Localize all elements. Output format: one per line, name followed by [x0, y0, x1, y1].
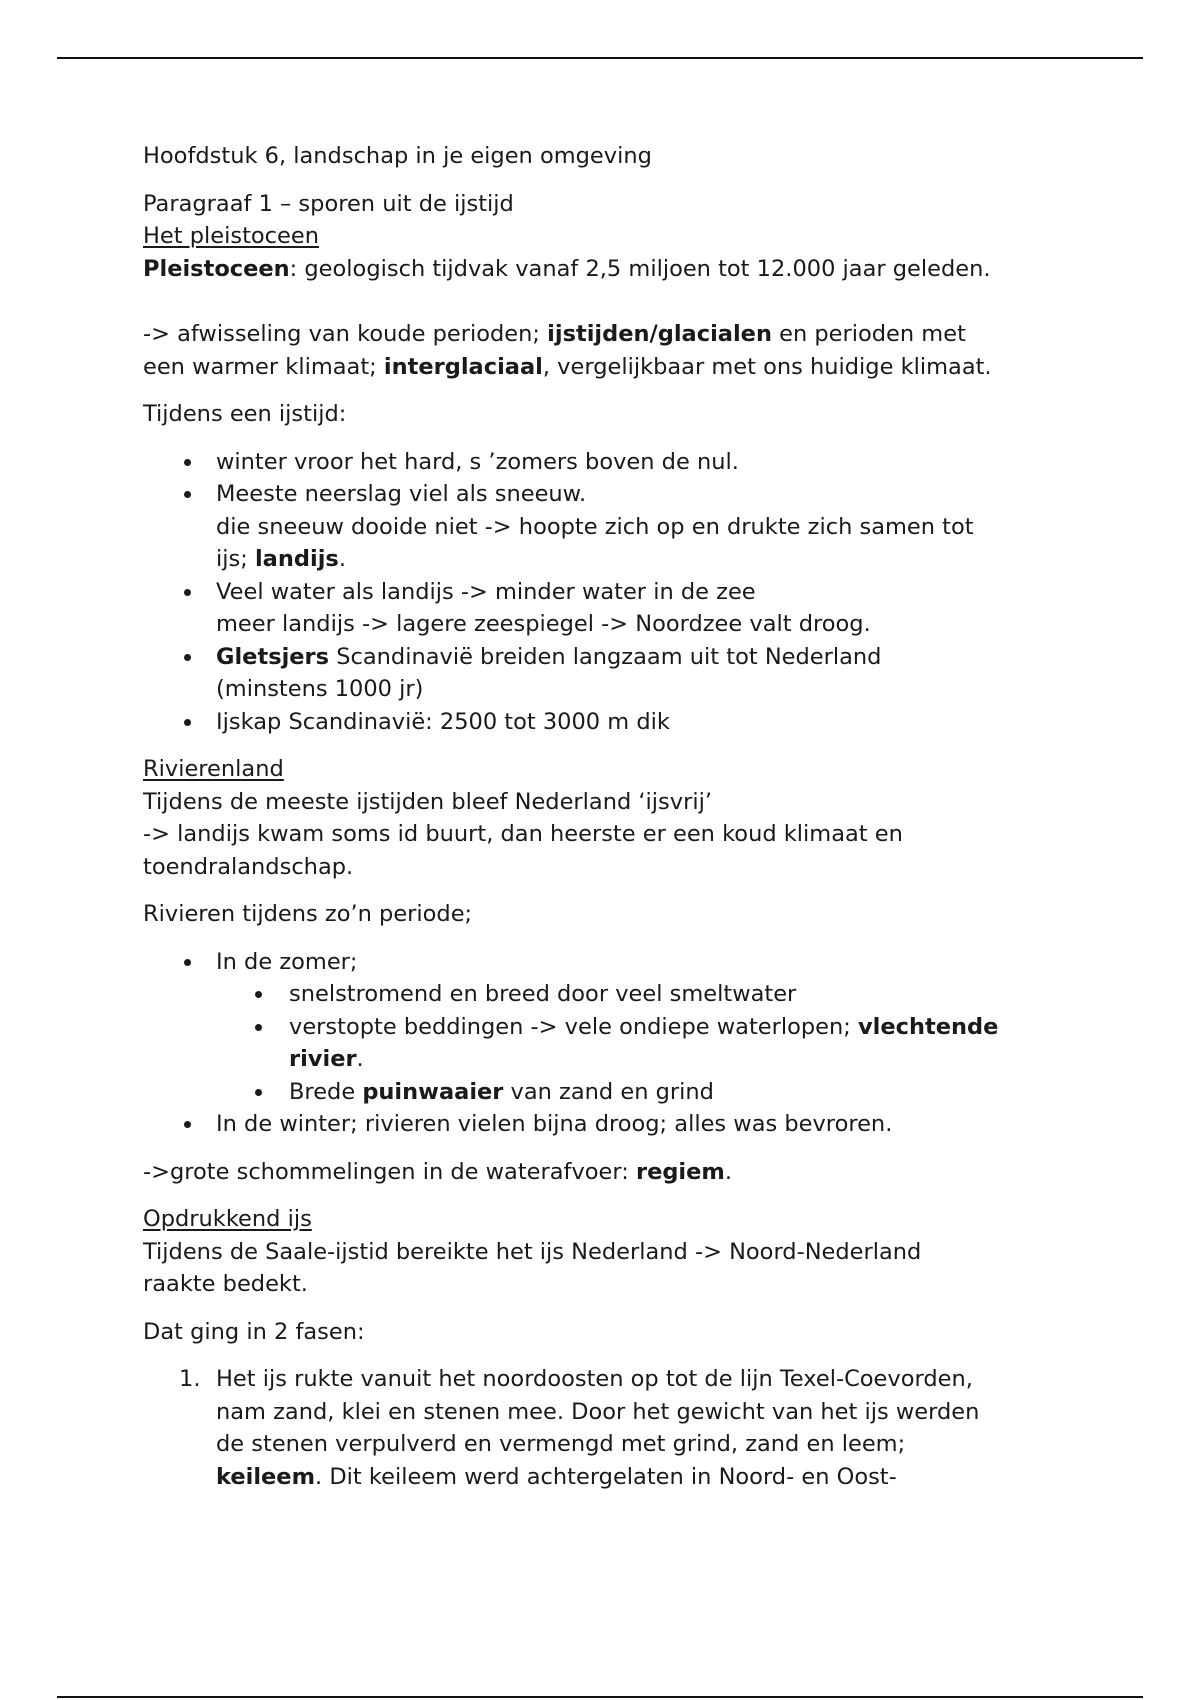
list-intro: Dat ging in 2 fasen: — [143, 1318, 365, 1345]
text: Ijskap Scandinavië: 2500 tot 3000 m dik — [216, 708, 670, 735]
text-line — [143, 351, 1073, 384]
numbered-item — [143, 1363, 1073, 1493]
section-heading-opdrukkend-ijs: Opdrukkend ijs — [143, 1206, 312, 1232]
text: -> afwisseling van koude perioden; — [143, 321, 548, 347]
text-line — [143, 318, 1073, 351]
text: snelstromend en breed door veel smeltwater — [289, 981, 797, 1007]
text-line: Tijdens de meeste ijstijden bleef Nederland ‘ijsvrij’ — [143, 788, 712, 815]
text: Het ijs rukte vanuit het noordoosten op tot de lijn Texel-Coevorden, — [216, 1366, 973, 1392]
phases-numbered-list — [143, 1363, 1073, 1493]
list-item — [143, 946, 1073, 979]
term: Pleistoceen — [143, 255, 290, 282]
text: . — [724, 1158, 733, 1185]
list-item — [143, 446, 1073, 479]
list-item — [143, 641, 1073, 706]
text: Scandinavië breiden langzaam uit tot Nederland — [329, 643, 882, 670]
text: . — [338, 546, 346, 572]
list-intro: Rivieren tijdens zo’n periode; — [143, 901, 473, 927]
text-line: raakte bedekt. — [143, 1271, 308, 1297]
text: Brede — [289, 1078, 363, 1105]
text: en perioden met — [771, 321, 966, 347]
sub-list-item — [143, 978, 1073, 1011]
text: van zand en grind — [503, 1078, 714, 1105]
text: Veel water als landijs -> minder water in de zee — [216, 578, 756, 605]
text-line: -> landijs kwam soms id buurt, dan heerste er een koud klimaat en — [143, 821, 903, 847]
header-rule — [57, 57, 1143, 59]
sub-list-item — [143, 1011, 1073, 1076]
list-item — [143, 478, 1073, 576]
paragraph-heading: Paragraaf 1 – sporen uit de ijstijd — [143, 190, 514, 217]
item-number: 1. — [179, 1366, 201, 1392]
sub-list-item — [143, 1076, 1073, 1109]
ijstijd-bullet-list — [143, 446, 1073, 739]
text: Meeste neerslag viel als sneeuw. — [216, 481, 587, 507]
text: nam zand, klei en stenen mee. Door het gewicht van het ijs werden — [216, 1398, 980, 1425]
text: de stenen verpulverd en vermengd met grind, zand en leem; — [216, 1431, 906, 1457]
text: winter vroor het hard, s ’zomers boven de nul. — [216, 448, 739, 475]
footer-rule — [57, 1696, 1143, 1698]
text: ->grote schommelingen in de waterafvoer: — [143, 1158, 636, 1185]
rivers-bullet-list — [143, 946, 1073, 1141]
text: . — [356, 1046, 364, 1072]
text-line: Tijdens de Saale-ijstid bereikte het ijs Nederland -> Noord-Nederland — [143, 1238, 922, 1265]
term: ijstijden/glacialen — [547, 321, 772, 347]
text: (minstens 1000 jr) — [216, 676, 424, 702]
term: landijs — [254, 546, 339, 572]
text: die sneeuw dooide niet -> hoopte zich op en drukte zich samen tot — [216, 513, 974, 540]
text: meer landijs -> lagere zeespiegel -> Noordzee valt droog. — [216, 611, 871, 637]
list-item — [143, 706, 1073, 739]
definition-pleistoceen — [143, 253, 1073, 286]
list-item — [143, 576, 1073, 641]
text-line — [143, 1156, 1073, 1189]
document-body — [143, 140, 1073, 1493]
text: , vergelijkbaar met ons huidige klimaat. — [542, 353, 992, 380]
text: In de zomer; — [216, 948, 358, 975]
definition-text: : geologisch tijdvak vanaf 2,5 miljoen tot 12.000 jaar geleden. — [289, 255, 991, 282]
term: keileem — [216, 1463, 316, 1490]
text: verstopte beddingen -> vele ondiepe waterlopen; — [289, 1013, 859, 1040]
term: rivier — [289, 1046, 357, 1072]
text-line: toendralandschap. — [143, 853, 354, 880]
text: een warmer klimaat; — [143, 353, 384, 380]
term: puinwaaier — [362, 1078, 504, 1105]
term: vlechtende — [858, 1013, 999, 1040]
term: Gletsjers — [216, 643, 330, 670]
text: ijs; — [216, 546, 255, 572]
term: regiem — [635, 1158, 725, 1185]
list-item — [143, 1108, 1073, 1141]
text: . Dit keileem werd achtergelaten in Noord- en Oost- — [315, 1463, 897, 1490]
term: interglaciaal — [383, 353, 543, 380]
list-intro: Tijdens een ijstijd: — [143, 401, 347, 427]
chapter-title: Hoofdstuk 6, landschap in je eigen omgeving — [143, 143, 652, 169]
section-heading-rivierenland: Rivierenland — [143, 756, 284, 782]
section-heading-pleistoceen: Het pleistoceen — [143, 223, 319, 249]
text: In de winter; rivieren vielen bijna droog; alles was bevroren. — [216, 1111, 893, 1137]
